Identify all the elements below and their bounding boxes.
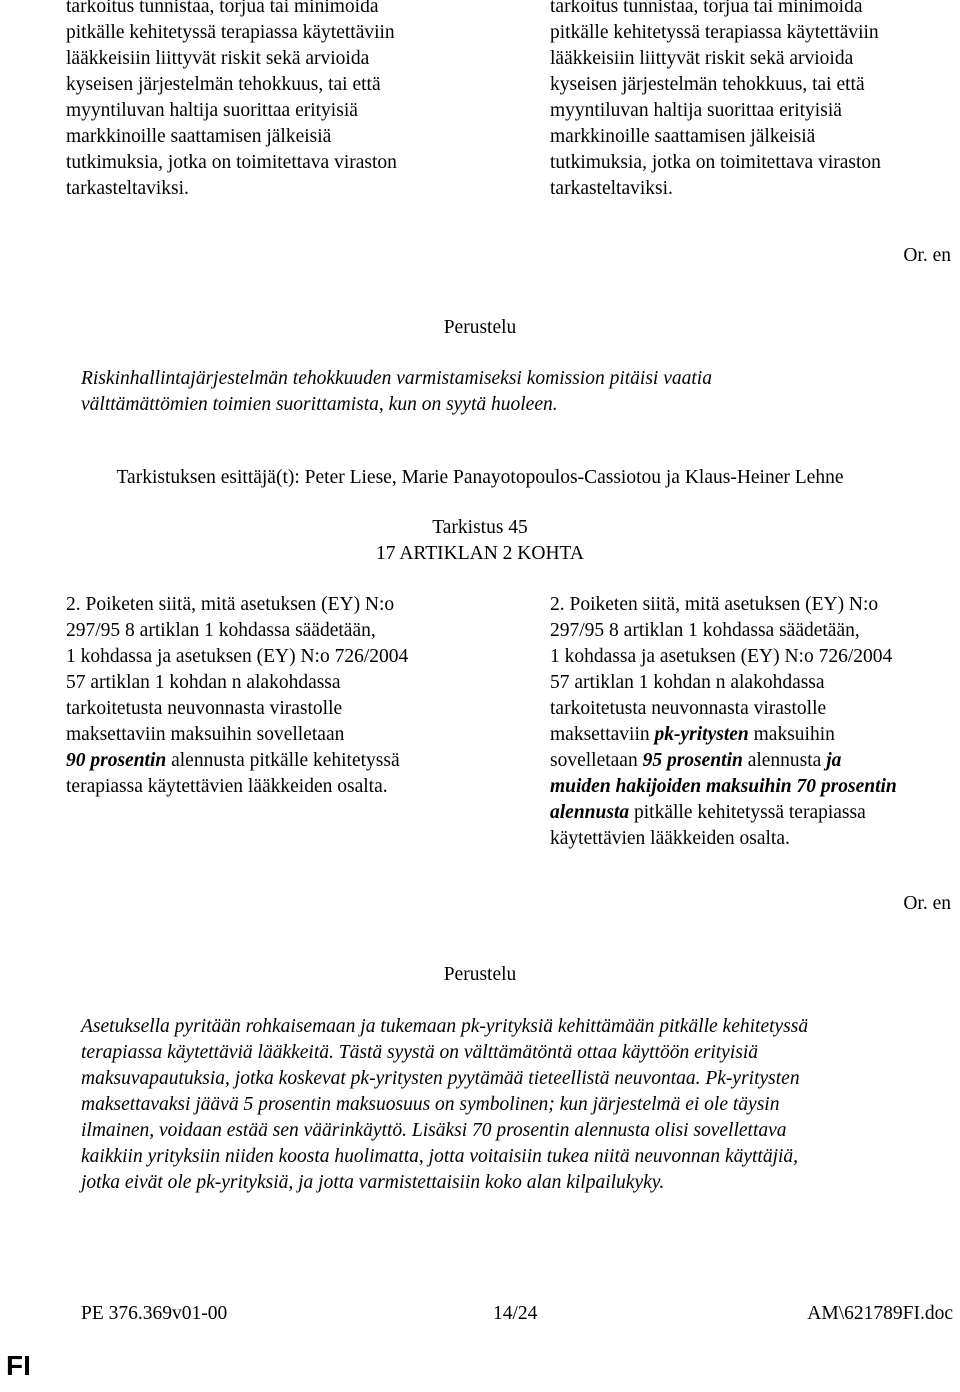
footer-document-name: AM\621789FI.doc xyxy=(807,1303,953,1324)
text-line: Riskinhallintajärjestelmän tehokkuuden varmistamiseksi komission pitäisi vaatia xyxy=(81,368,712,389)
justification-heading: Perustelu xyxy=(443,317,517,338)
text-line: 297/95 8 artiklan 1 kohdassa säädetään, xyxy=(550,620,860,641)
previous-amendment-commission-text xyxy=(66,0,397,202)
text-line: tarkoitus tunnistaa, torjua tai minimoida xyxy=(550,0,863,17)
text-line xyxy=(550,800,897,826)
text-line: jotka eivät ole pk-yrityksiä, ja jotta varmistettaisiin koko alan kilpailukyky. xyxy=(81,1172,665,1193)
text-run: alennusta xyxy=(742,750,827,771)
text-line: kaikkiin yrityksiin niiden koosta huolimatta, jotta voitaisiin tukea niitä neuvonnan käyttäjiä, xyxy=(81,1146,799,1167)
commission-text xyxy=(66,592,408,800)
text-run: maksuihin xyxy=(748,724,835,745)
footer-reference: PE 376.369v01-00 xyxy=(81,1303,228,1324)
text-line: 1 kohdassa ja asetuksen (EY) N:o 726/2004 xyxy=(550,646,893,667)
text-line: 57 artiklan 1 kohdan n alakohdassa xyxy=(550,672,825,693)
text-line: välttämättömien toimien suorittamista, kun on syytä huoleen. xyxy=(81,394,558,415)
text-line: maksettaviin maksuihin sovelletaan xyxy=(66,724,345,745)
emphasis: alennusta xyxy=(550,802,630,823)
emphasis: ja xyxy=(826,750,842,771)
text-line: kyseisen järjestelmän tehokkuus, tai että xyxy=(66,74,381,95)
text-line: muiden hakijoiden maksuihin 70 prosentin xyxy=(550,776,897,797)
justification-heading: Perustelu xyxy=(443,964,517,985)
text-line: markkinoille saattamisen jälkeisiä xyxy=(550,126,816,147)
text-line: myyntiluvan haltija suorittaa erityisiä xyxy=(550,100,842,121)
text-line xyxy=(550,748,897,774)
text-line: kyseisen järjestelmän tehokkuus, tai että xyxy=(550,74,865,95)
text-line: myyntiluvan haltija suorittaa erityisiä xyxy=(66,100,358,121)
text-line: lääkkeisiin liittyvät riskit sekä arvioida xyxy=(550,48,854,69)
text-line: tarkasteltaviksi. xyxy=(550,178,673,199)
text-line: tarkoitetusta neuvonnasta virastolle xyxy=(66,698,343,719)
amended-text xyxy=(550,592,897,852)
text-line: 57 artiklan 1 kohdan n alakohdassa xyxy=(66,672,341,693)
text-run: maksettaviin xyxy=(550,724,655,745)
text-line: terapiassa käytettäviä lääkkeitä. Tästä syystä on välttämätöntä ottaa käyttöön erityisiä xyxy=(81,1042,758,1063)
text-line: tarkoitus tunnistaa, torjua tai minimoida xyxy=(66,0,379,17)
text-line: maksettavaksi jäävä 5 prosentin maksuosuus on symbolinen; kun järjestelmä ei ole täysin xyxy=(81,1094,780,1115)
text-line xyxy=(66,748,408,774)
text-line: Asetuksella pyritään rohkaisemaan ja tukemaan pk-yrityksiä kehittämään pitkälle kehitetyssä xyxy=(81,1016,809,1037)
language-code: FI xyxy=(6,1350,31,1381)
text-line: 2. Poiketen siitä, mitä asetuksen (EY) N:o xyxy=(550,594,879,615)
text-line: maksuvapautuksia, jotka koskevat pk-yritysten pyytämää tieteellistä neuvontaa. Pk-yritysten xyxy=(81,1068,800,1089)
text-run: pitkälle kehitetyssä terapiassa xyxy=(629,802,866,823)
tabled-by: Tarkistuksen esittäjä(t): Peter Liese, Marie Panayotopoulos-Cassiotou ja Klaus-Heiner Lehne xyxy=(116,467,844,488)
text-line: 2. Poiketen siitä, mitä asetuksen (EY) N:o xyxy=(66,594,395,615)
text-line: tutkimuksia, jotka on toimitettava viraston xyxy=(550,152,881,173)
text-line: pitkälle kehitetyssä terapiassa käytettäviin xyxy=(66,22,395,43)
emphasis: 90 prosentin xyxy=(66,750,167,771)
justification-text xyxy=(81,366,960,418)
text-line: markkinoille saattamisen jälkeisiä xyxy=(66,126,332,147)
text-line: pitkälle kehitetyssä terapiassa käytettäviin xyxy=(550,22,879,43)
original-language-label: Or. en xyxy=(903,893,951,914)
text-line: tarkasteltaviksi. xyxy=(66,178,189,199)
emphasis: pk-yritysten xyxy=(654,724,749,745)
text-line: tutkimuksia, jotka on toimitettava viraston xyxy=(66,152,397,173)
text-run: sovelletaan xyxy=(550,750,643,771)
text-line: käytettävien lääkkeiden osalta. xyxy=(550,828,790,849)
amendment-article: 17 ARTIKLAN 2 KOHTA xyxy=(376,543,584,564)
footer-page-number: 14/24 xyxy=(493,1303,538,1324)
text-line: terapiassa käytettävien lääkkeiden osalta. xyxy=(66,776,388,797)
text-line: 297/95 8 artiklan 1 kohdassa säädetään, xyxy=(66,620,376,641)
original-language-label: Or. en xyxy=(903,245,951,266)
justification-text xyxy=(81,1014,960,1196)
text-line: ilmainen, voidaan estää sen väärinkäyttö. Lisäksi 70 prosentin alennusta olisi sovellettava xyxy=(81,1120,787,1141)
text-line: tarkoitetusta neuvonnasta virastolle xyxy=(550,698,827,719)
emphasis: 95 prosentin xyxy=(642,750,743,771)
text-line: 1 kohdassa ja asetuksen (EY) N:o 726/2004 xyxy=(66,646,409,667)
text-run: alennusta pitkälle kehitetyssä xyxy=(166,750,400,771)
text-line: lääkkeisiin liittyvät riskit sekä arvioida xyxy=(66,48,370,69)
previous-amendment-amended-text xyxy=(550,0,881,202)
amendment-number: Tarkistus 45 xyxy=(432,517,528,538)
text-line xyxy=(550,722,897,748)
